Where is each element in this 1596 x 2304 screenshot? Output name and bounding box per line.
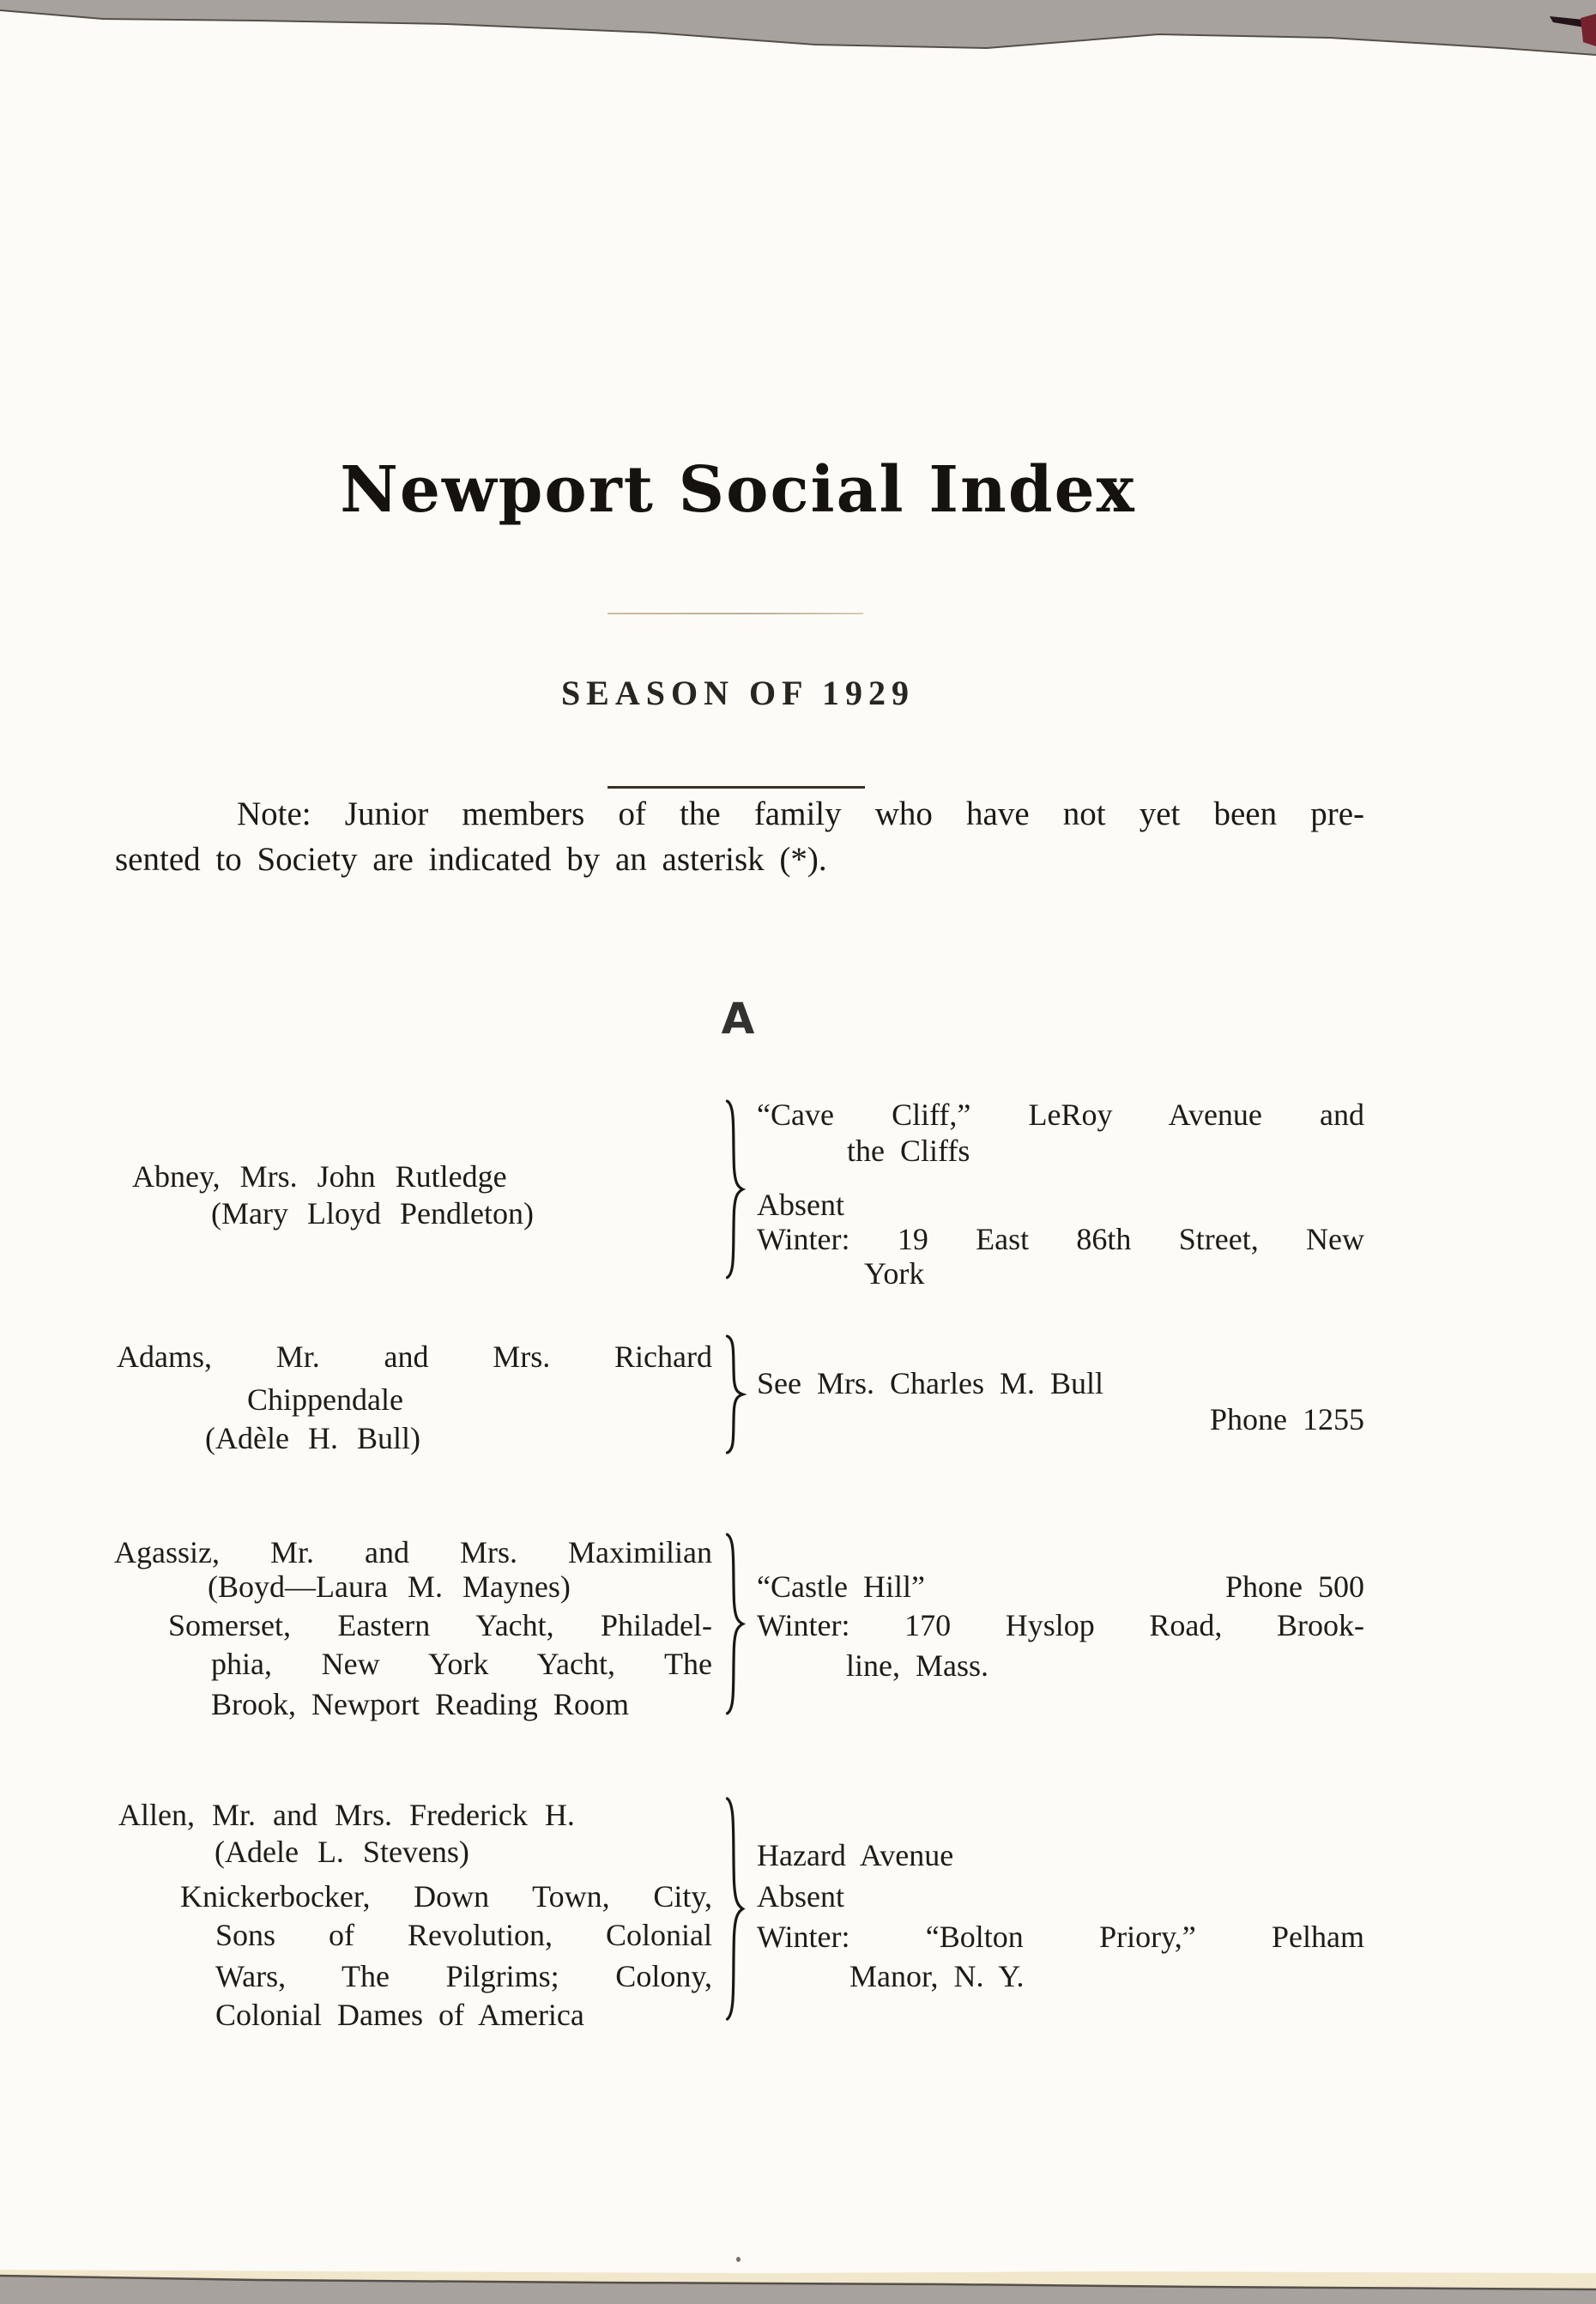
entry-address-line: Absent (757, 1879, 844, 1914)
entry-name-line: Chippendale (247, 1382, 403, 1417)
entry-club-line: Sons of Revolution, Colonial (215, 1918, 712, 1952)
entry-name-column (112, 1792, 712, 2030)
note-line-1: Note: Junior members of the family who have not yet been pre- (237, 795, 1364, 832)
entry-club-line: Wars, The Pilgrims; Colony, (215, 1959, 712, 1993)
red-mark-shape (1581, 14, 1596, 46)
red-bookmark-mark (1536, 0, 1596, 51)
grouping-brace-icon (721, 1795, 748, 2023)
entry-name-column (112, 1328, 712, 1466)
entry-address-column (757, 1530, 1364, 1720)
entry-club-line: Brook, Newport Reading Room (211, 1687, 629, 1721)
entry-address-line: York (864, 1256, 925, 1291)
entry-address-line: See Mrs. Charles M. Bull (757, 1366, 1103, 1400)
entry-name-line: (Boyd—Laura M. Maynes) (208, 1569, 571, 1604)
entry-phone: Phone 500 (1225, 1569, 1364, 1604)
entry-club-line: Somerset, Eastern Yacht, Philadel- (168, 1608, 712, 1642)
entry-address-line (757, 1569, 1364, 1605)
entry-club-line: Knickerbocker, Down Town, City, (180, 1879, 712, 1914)
red-mark-black-dash (1550, 16, 1585, 27)
entry-address-column (757, 1792, 1364, 2030)
directory-entry-allen (112, 1792, 1364, 2030)
entry-address-line: Winter: 19 East 86th Street, New (757, 1222, 1364, 1256)
entry-address-line: “Cave Cliff,” LeRoy Avenue and (757, 1098, 1364, 1132)
entry-address-line: Absent (757, 1188, 844, 1222)
entry-club-line: phia, New York Yacht, The (211, 1647, 712, 1681)
entry-name-line: Allen, Mr. and Mrs. Frederick H. (118, 1798, 575, 1832)
season-subtitle: SEASON OF 1929 (560, 674, 916, 712)
entry-club-line: Colonial Dames of America (215, 1998, 584, 2032)
divider-rule-bottom (608, 786, 865, 789)
entry-address-line: Manor, N. Y. (849, 1959, 1025, 1993)
entry-name-line: (Adèle H. Bull) (205, 1421, 420, 1455)
directory-entry-agassiz (112, 1530, 1364, 1720)
entry-name-line: Agassiz, Mr. and Mrs. Maximilian (114, 1535, 712, 1569)
entry-name-line: Adams, Mr. and Mrs. Richard (117, 1339, 712, 1374)
entry-address-line: Winter: 170 Hyslop Road, Brook- (757, 1608, 1364, 1642)
note-line-2: sented to Society are indicated by an asterisk (*). (115, 841, 827, 878)
entry-name-line: (Mary Lloyd Pendleton) (211, 1196, 534, 1231)
entry-residence: “Castle Hill” (757, 1569, 925, 1604)
entry-name-column (112, 1530, 712, 1720)
page-edge-bottom (0, 2263, 1596, 2304)
entry-address-column (757, 1328, 1364, 1466)
divider-rule-top (608, 613, 863, 614)
entry-address-column (757, 1092, 1364, 1289)
page-content (112, 0, 1364, 2304)
ink-speck (736, 2257, 741, 2262)
directory-entry-adams (112, 1328, 1364, 1466)
entry-name-line: Abney, Mrs. John Rutledge (132, 1159, 507, 1194)
entry-name-column (112, 1092, 712, 1289)
entry-address-line: Winter: “Bolton Priory,” Pelham (757, 1920, 1364, 1954)
page-title: Newport Social Index (340, 453, 1136, 527)
entry-address-line: Hazard Avenue (757, 1838, 954, 1872)
entry-name-line: (Adele L. Stevens) (215, 1835, 469, 1869)
grouping-brace-icon (721, 1334, 748, 1454)
section-letter-a: A (721, 994, 755, 1043)
grouping-brace-icon (721, 1532, 748, 1716)
entry-address-line: the Cliffs (847, 1134, 970, 1168)
directory-entry-abney (112, 1092, 1364, 1289)
entry-phone: Phone 1255 (1210, 1402, 1364, 1436)
entry-address-line: line, Mass. (846, 1648, 988, 1683)
grouping-brace-icon (721, 1098, 748, 1280)
